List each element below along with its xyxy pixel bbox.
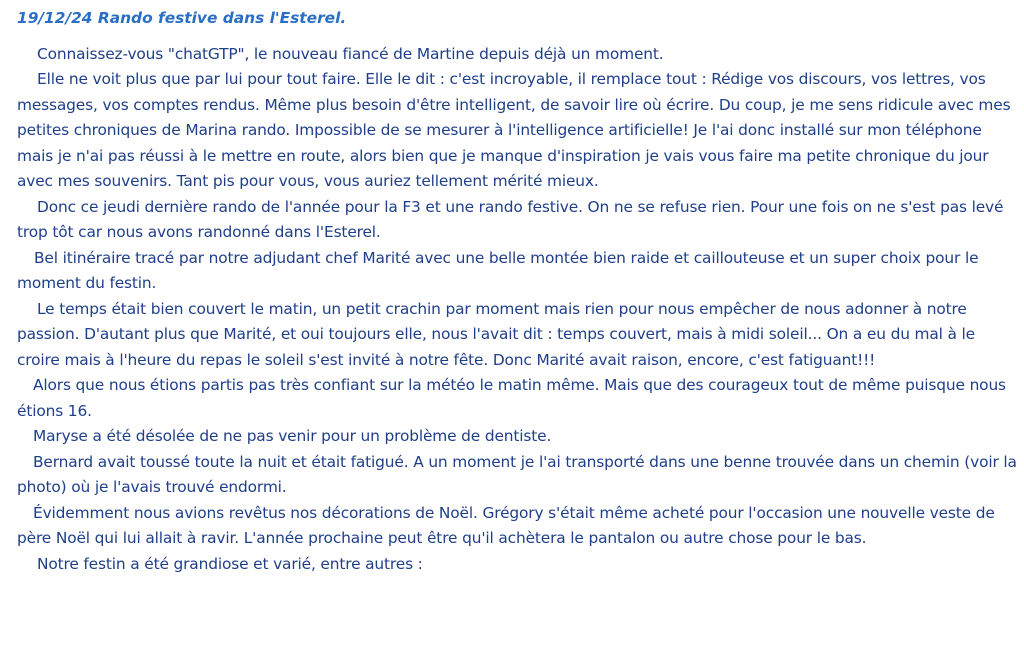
paragraph-5: Le temps était bien couvert le matin, un petit crachin par moment mais rien pour nous empêcher de nous adonner à notre passion. D'autant plus que Marité, et oui toujours elle, nous l'avait dit : temps couvert, mais à midi soleil... On a eu du mal à le croire mais à l'heure du repas le soleil s'est invité à notre fête. Donc Marité avait raison, encore, c'est fatiguant!!! bbox=[17, 299, 975, 369]
document-page bbox=[17, 6, 1017, 577]
paragraph-4: Bel itinéraire tracé par notre adjudant chef Marité avec une belle montée bien raide et caillouteuse et un super choix pour le moment du festin. bbox=[17, 248, 979, 292]
paragraph-7: Maryse a été désolée de ne pas venir pour un problème de dentiste. bbox=[33, 427, 552, 445]
paragraph-2: Elle ne voit plus que par lui pour tout faire. Elle le dit : c'est incroyable, il remplace tout : Rédige vos discours, vos lettres, vos messages, vos comptes rendus. Même plus besoin d'être intelligent, de savoir lire où écrire. Du coup, je me sens ridicule avec mes petites chroniques de Marina rando. Impossible de se mesurer à l'intelligence artificielle! Je l'ai donc installé sur mon téléphone mais je n'ai pas réussi à le mettre en route, alors bien que je manque d'inspiration je vais vous faire ma petite chronique du jour avec mes souvenirs. Tant pis pour vous, vous auriez tellement mérité mieux. bbox=[17, 70, 1011, 190]
paragraph-6: Alors que nous étions partis pas très confiant sur la météo le matin même. Mais que des courageux tout de même puisque nous étions 16. bbox=[17, 376, 1006, 420]
paragraph-10: Notre festin a été grandiose et varié, entre autres : bbox=[37, 554, 423, 573]
paragraph-9: Évidemment nous avions revêtus nos décorations de Noël. Grégory s'était même acheté pour l'occasion une nouvelle veste de père Noël qui lui allait à ravir. L'année prochaine peut être qu'il achètera le pantalon ou autre chose pour le bas. bbox=[17, 503, 995, 547]
paragraph-8: Bernard avait toussé toute la nuit et était fatigué. A un moment je l'ai transporté dans une benne trouvée dans un chemin (voir la photo) où je l'avais trouvé endormi. bbox=[17, 452, 1017, 496]
paragraph-1: Connaissez-vous "chatGTP", le nouveau fiancé de Martine depuis déjà un moment. bbox=[37, 44, 664, 63]
paragraph-3: Donc ce jeudi dernière rando de l'année pour la F3 et une rando festive. On ne se refuse rien. Pour une fois on ne s'est pas levé trop tôt car nous avons randonné dans l'Esterel. bbox=[17, 197, 1004, 241]
document-body bbox=[17, 42, 1017, 578]
document-title: 19/12/24 Rando festive dans l'Esterel. bbox=[17, 9, 347, 27]
